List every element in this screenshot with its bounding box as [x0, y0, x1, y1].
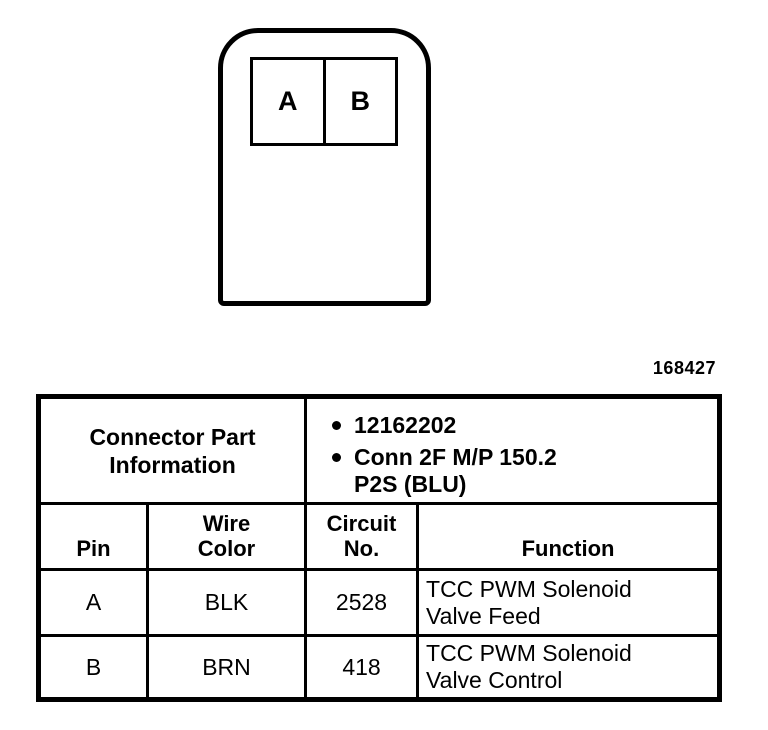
connector-part-info-title: Connector Part Information	[39, 397, 306, 504]
column-header-wire-color: Wire Color	[148, 504, 306, 570]
terminal-label-b: B	[350, 86, 370, 116]
pin-a-id: A	[39, 570, 148, 636]
column-header-function: Function	[418, 504, 720, 570]
terminal-cavity-b	[326, 60, 396, 143]
part-number-item: 12162202	[327, 412, 583, 439]
column-header-circuit-no: Circuit No.	[306, 504, 418, 570]
pin-b-wire-color: BRN	[148, 636, 306, 700]
connector-pinout-table	[36, 394, 722, 702]
pin-b-id: B	[39, 636, 148, 700]
table-row-part-info	[39, 397, 720, 504]
table-row-column-headers	[39, 504, 720, 570]
table-row-pin-b	[39, 636, 720, 700]
pin-a-function: TCC PWM Solenoid Valve Feed	[418, 570, 720, 636]
connector-spec-item: Conn 2F M/P 150.2 P2S (BLU)	[327, 444, 583, 498]
pin-a-circuit-no: 2528	[306, 570, 418, 636]
pin-a-wire-color: BLK	[148, 570, 306, 636]
pin-b-circuit-no: 418	[306, 636, 418, 700]
part-info-bullet-list	[327, 412, 713, 498]
terminal-cavity-a	[253, 60, 326, 143]
terminal-block	[250, 57, 398, 146]
pin-b-function: TCC PWM Solenoid Valve Control	[418, 636, 720, 700]
table-row-pin-a	[39, 570, 720, 636]
column-header-pin: Pin	[39, 504, 148, 570]
terminal-label-a: A	[278, 86, 298, 116]
connector-part-info-details	[306, 397, 720, 504]
figure-ref-number: 168427	[652, 358, 716, 378]
